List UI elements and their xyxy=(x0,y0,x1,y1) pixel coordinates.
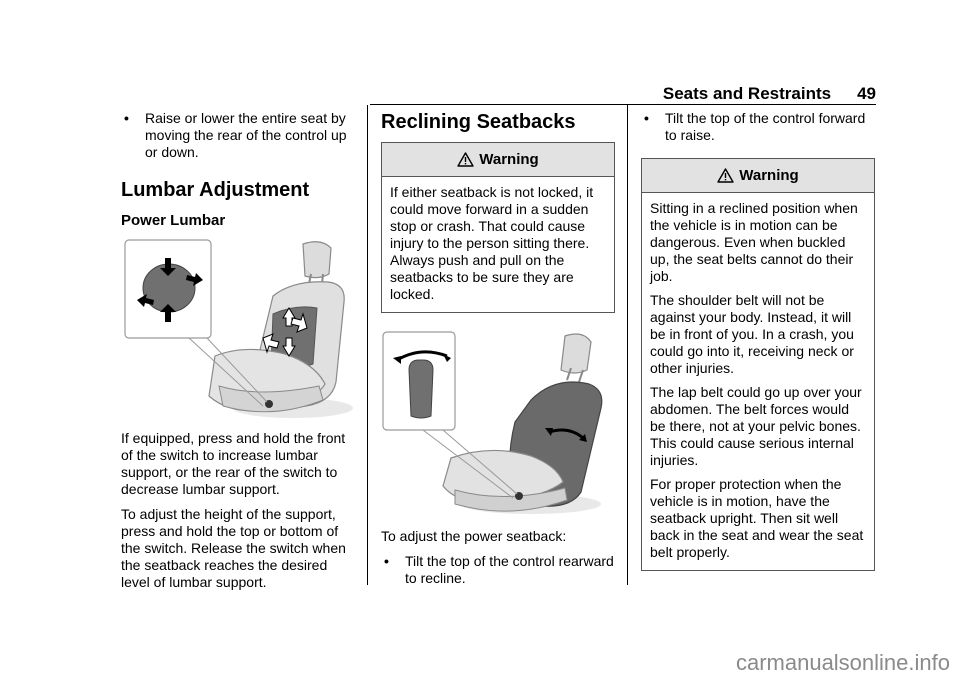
bullet-text: Tilt the top of the control rearward to recline. xyxy=(405,553,614,586)
bullet-mark: • xyxy=(124,110,129,126)
lumbar-paragraph-2: To adjust the height of the support, press and hold the top or bottom of the switch. Release the switch when the seatback reaches the desired level of lumbar support. xyxy=(121,506,346,590)
warning-header xyxy=(382,143,614,177)
column-2 xyxy=(381,110,615,313)
warning-paragraph-3: The lap belt could go up over your abdomen. The belt forces would be there, not at your pelvic bones. This could cause serious internal injuries. xyxy=(650,384,862,468)
warning-body xyxy=(382,177,614,312)
page-header xyxy=(628,84,876,104)
warning-body xyxy=(642,193,874,570)
bullet-recline xyxy=(381,553,615,587)
bullet-raise xyxy=(641,110,875,144)
warning-text: If either seatback is not locked, it could move forward in a sudden stop or crash. That could cause injury to the person sitting there. Always push and pull on the seatbacks to be sure they are locked. xyxy=(390,184,594,302)
recline-switch xyxy=(409,360,433,418)
heading-reclining-seatbacks: Reclining Seatbacks xyxy=(381,111,576,133)
warning-paragraph-1: Sitting in a reclined position when the vehicle is in motion can be dangerous. Even when buckled up, the seat belts cannot do their job. xyxy=(650,200,858,284)
watermark: carmanualsonline.info xyxy=(735,650,950,675)
warning-icon xyxy=(457,152,474,167)
header-rule xyxy=(370,104,876,105)
warning-title: Warning xyxy=(479,151,539,168)
section-title: Seats and Restraints xyxy=(662,84,832,103)
warning-icon xyxy=(717,168,734,183)
bullet-mark: • xyxy=(644,110,649,126)
column-3 xyxy=(641,110,875,571)
column-1 xyxy=(121,110,357,230)
column-1-lower xyxy=(121,430,357,599)
warning-box-seatback-lock xyxy=(381,142,615,313)
lumbar-paragraph-1: If equipped, press and hold the front of the switch to increase lumbar support, or the rear of the switch to decrease lumbar support. xyxy=(121,430,346,497)
headrest xyxy=(561,334,591,373)
column-2-lower xyxy=(381,528,615,595)
page-number: 49 xyxy=(857,84,876,103)
bullet-mark: • xyxy=(384,553,389,569)
recline-intro: To adjust the power seatback: xyxy=(381,528,567,544)
warning-header xyxy=(642,159,874,193)
column-divider-1 xyxy=(367,105,368,585)
bullet-text: Raise or lower the entire seat by moving the rear of the control up or down. xyxy=(145,110,347,160)
warning-title: Warning xyxy=(739,167,799,184)
warning-paragraph-4: For proper protection when the vehicle is in motion, have the seatback upright. Then sit well back in the seat and wear the seat belt properly. xyxy=(650,476,864,560)
recline-switch-illustration xyxy=(381,330,615,520)
heading-lumbar-adjustment: Lumbar Adjustment xyxy=(121,179,310,201)
bullet-raise-lower xyxy=(121,110,357,161)
bullet-text: Tilt the top of the control forward to raise. xyxy=(665,110,866,143)
headrest xyxy=(303,242,331,278)
column-divider-2 xyxy=(627,105,628,585)
subheading-power-lumbar: Power Lumbar xyxy=(121,212,226,229)
warning-box-reclined-position xyxy=(641,158,875,571)
warning-paragraph-2: The shoulder belt will not be against your body. Instead, it will be in front of you. In a crash, you could go into it, receiving neck or other injuries. xyxy=(650,292,854,376)
lumbar-switch-illustration xyxy=(123,236,355,426)
